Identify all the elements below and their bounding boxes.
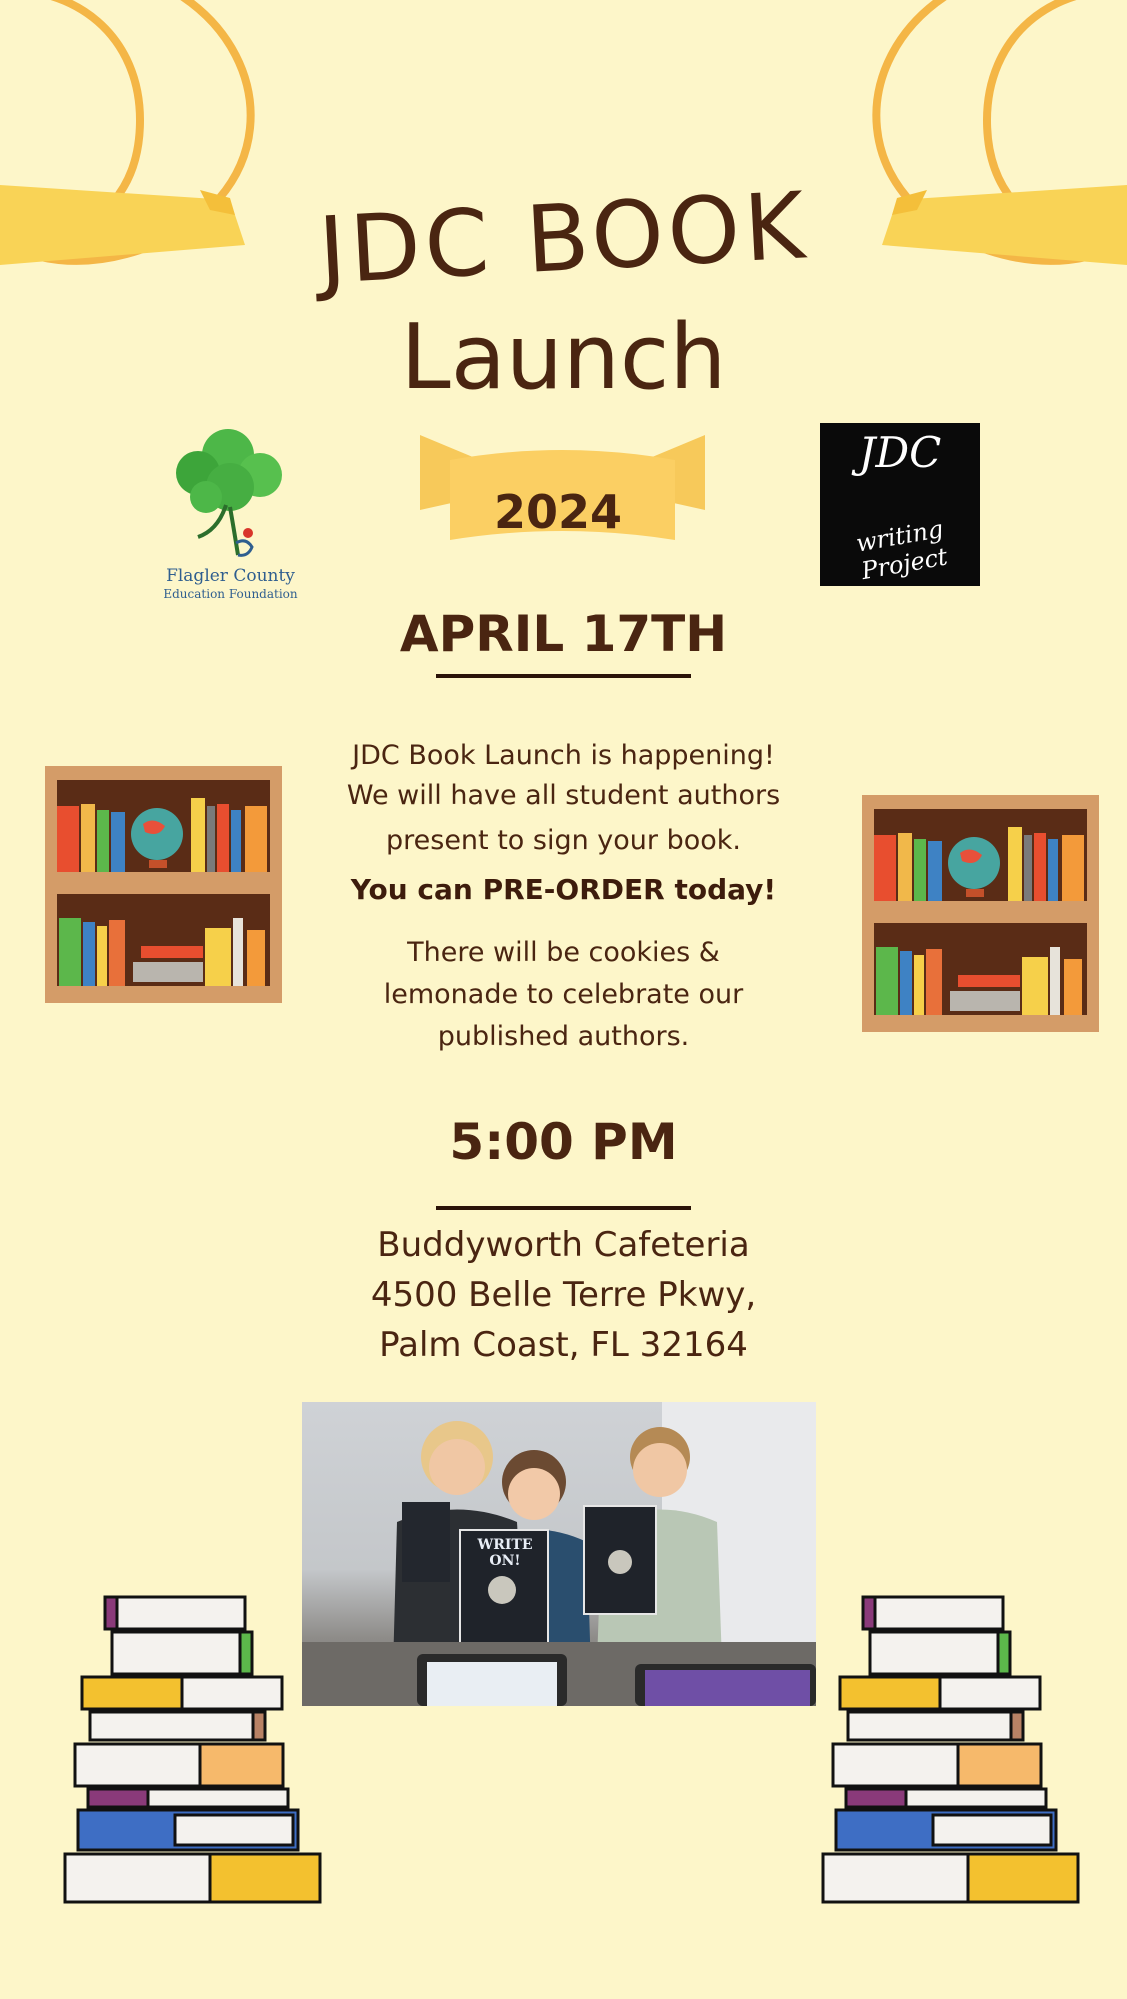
venue-line-1: Buddyworth Cafeteria bbox=[377, 1225, 750, 1265]
description-line-4: There will be cookies & bbox=[407, 937, 720, 968]
student-authors-photo bbox=[302, 1402, 816, 1706]
bookshelf-right-illustration bbox=[862, 795, 1099, 1032]
book-stack-right-illustration bbox=[818, 1592, 1083, 1907]
description-line-1: JDC Book Launch is happening! bbox=[352, 740, 775, 771]
event-time: 5:00 PM bbox=[449, 1113, 678, 1171]
event-date: APRIL 17TH bbox=[399, 605, 728, 663]
flagler-logo-subname: Education Foundation bbox=[163, 587, 298, 601]
year-label: 2024 bbox=[493, 485, 623, 539]
bookshelf-left-illustration bbox=[45, 766, 282, 1003]
event-title-line1: JDC BOOK bbox=[315, 172, 812, 305]
description-line-3: present to sign your book. bbox=[386, 825, 741, 856]
date-divider bbox=[436, 674, 691, 678]
time-divider bbox=[436, 1206, 691, 1210]
description-line-5: lemonade to celebrate our bbox=[383, 979, 744, 1010]
flagler-logo-name: Flagler County bbox=[166, 566, 295, 586]
photo-book-title: WRITE ON! bbox=[477, 1537, 533, 1569]
description-line-6: published authors. bbox=[437, 1021, 690, 1052]
jdc-logo-text: JDC bbox=[858, 428, 942, 477]
tree-icon bbox=[168, 425, 293, 570]
venue-line-2: 4500 Belle Terre Pkwy, bbox=[370, 1275, 757, 1315]
jdc-logo-subtext: writing Project bbox=[853, 514, 950, 586]
venue-line-3: Palm Coast, FL 32164 bbox=[379, 1325, 748, 1365]
book-stack-left-illustration bbox=[60, 1592, 325, 1907]
description-line-2: We will have all student authors bbox=[346, 780, 781, 811]
event-title-line2: Launch bbox=[400, 305, 727, 410]
preorder-callout: You can PRE-ORDER today! bbox=[350, 873, 777, 906]
